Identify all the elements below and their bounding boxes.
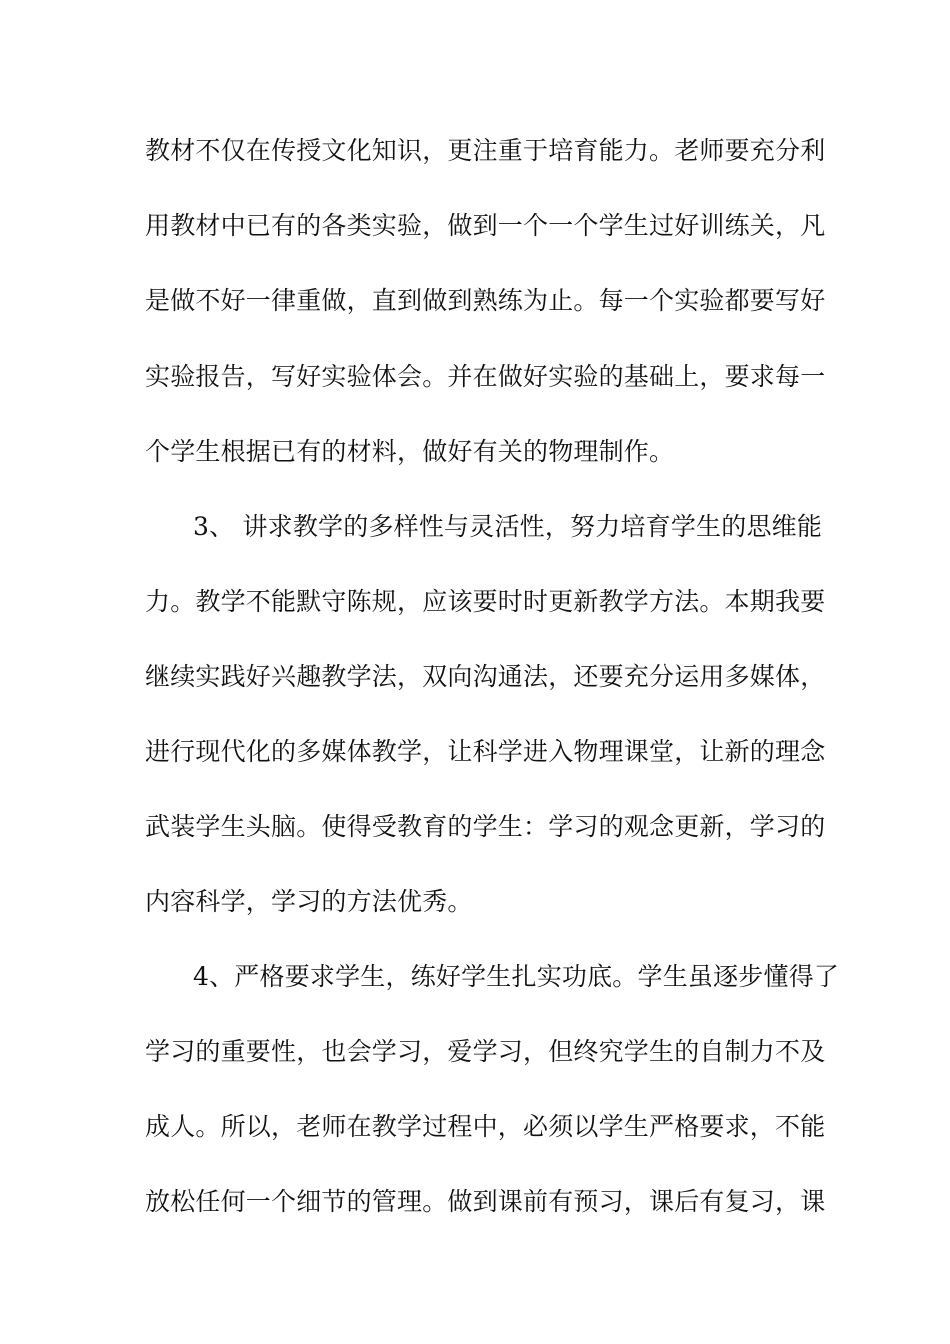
text-line: 成人。所以，老师在教学过程中，必须以学生严格要求，不能 (145, 1112, 826, 1141)
text-line: 进行现代化的多媒体教学，让科学进入物理课堂，让新的理念 (145, 737, 826, 766)
paragraph-3-first-line: 3、 讲求教学的多样性与灵活性，努力培育学生的思维能 (193, 512, 823, 541)
text-line: 继续实践好兴趣教学法，双向沟通法，还要充分运用多媒体， (145, 662, 826, 691)
text-line: 用教材中已有的各类实验，做到一个一个学生过好训练关，凡 (145, 211, 826, 240)
text-line: 教材不仅在传授文化知识，更注重于培育能力。老师要充分利 (145, 136, 826, 165)
text-line: 放松任何一个细节的管理。做到课前有预习，课后有复习，课 (145, 1187, 826, 1216)
text-line: 个学生根据已有的材料，做好有关的物理制作。 (145, 437, 675, 466)
text-line: 力。教学不能默守陈规，应该要时时更新教学方法。本期我要 (145, 587, 826, 616)
text-line: 实验报告，写好实验体会。并在做好实验的基础上，要求每一 (145, 362, 826, 391)
text-line: 学习的重要性，也会学习，爱学习，但终究学生的自制力不及 (145, 1037, 826, 1066)
paragraph-4-first-line: 4、严格要求学生，练好学生扎实功底。学生虽逐步懂得了 (193, 962, 840, 991)
text-line: 武装学生头脑。使得受教育的学生：学习的观念更新，学习的 (145, 812, 826, 841)
text-line: 是做不好一律重做，直到做到熟练为止。每一个实验都要写好 (145, 286, 826, 315)
text-line: 内容科学，学习的方法优秀。 (145, 887, 473, 916)
